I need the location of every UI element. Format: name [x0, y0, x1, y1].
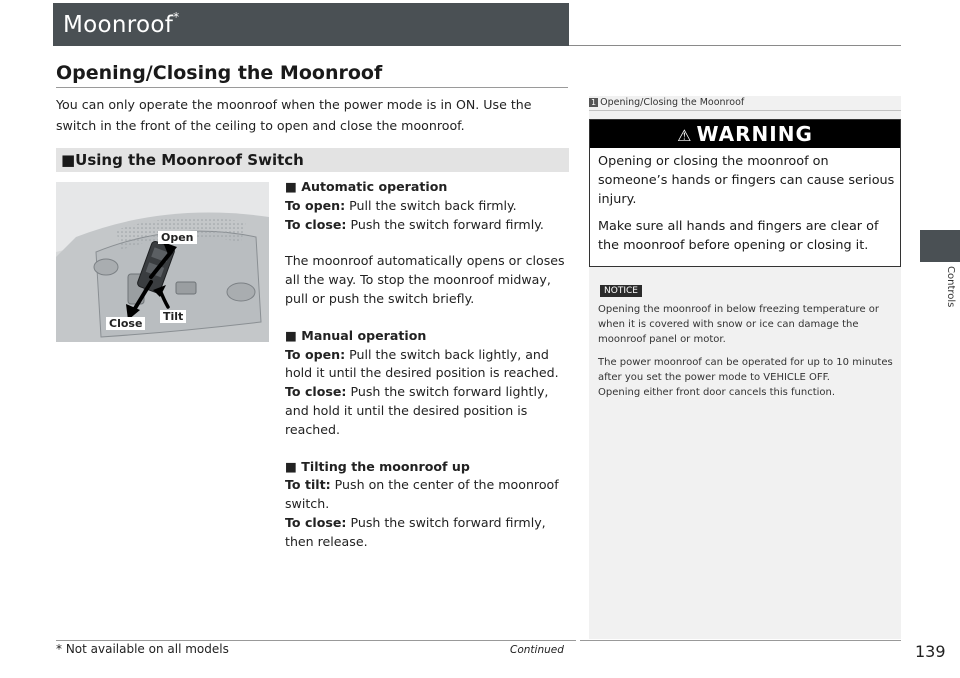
footer-note: * Not available on all models: [56, 642, 229, 656]
subsection-heading: ■Using the Moonroof Switch: [61, 151, 304, 169]
footer-rule-right: [580, 640, 901, 641]
notice-text-2: The power moonroof can be operated for up to 10 minutes after you set the power mode to VEHICLE OFF.: [598, 357, 893, 383]
reference-rule: [589, 110, 901, 111]
warning-text-2: Make sure all hands and fingers are clear of the moonroof before opening or closing it.: [598, 219, 879, 253]
warning-text: [598, 152, 896, 263]
warning-heading: ⚠ WARNING: [590, 120, 900, 148]
auto-close-label: To close:: [285, 216, 347, 232]
reference-title: 1 Opening/Closing the Moonroof: [591, 97, 745, 108]
manual-close-label: To close:: [285, 384, 347, 400]
continued-label: Continued: [510, 644, 564, 656]
warning-icon: ⚠: [677, 126, 693, 145]
manual-heading: ■ Manual operation: [285, 327, 427, 343]
auto-open-label: To open:: [285, 197, 346, 213]
tilt-close-label: To close:: [285, 514, 347, 530]
section-intro: You can only operate the moonroof when the power mode is in ON. Use the switch in the front of the ceiling to open and close the moonroof.: [56, 97, 532, 133]
chapter-tab: [920, 230, 960, 262]
operation-instructions: [285, 178, 570, 552]
manual-open-text: Pull the switch back lightly, and hold it until the desired position is reached.: [285, 346, 559, 381]
notice-text-1: Opening the moonroof in below freezing temperature or when it is covered with snow or ice can damage the moonroof panel or motor.: [598, 304, 880, 345]
notice-badge: NOTICE: [600, 285, 642, 297]
tilt-heading: ■ Tilting the moonroof up: [285, 458, 470, 474]
notice-text: [598, 302, 893, 408]
tilt-text: Push on the center of the moonroof switch.: [285, 477, 559, 512]
chapter-title: Moonroof*: [63, 10, 180, 38]
auto-paragraph: The moonroof automatically opens or closes all the way. To stop the moonroof midway, pull or push the switch briefly.: [285, 253, 565, 306]
illustration-label-close: Close: [106, 317, 145, 330]
auto-open-text: Pull the switch back firmly.: [345, 197, 517, 213]
notice-text-3: Opening either front door cancels this function.: [598, 387, 836, 398]
section-heading: Opening/Closing the Moonroof: [56, 62, 383, 84]
title-rule: [569, 45, 901, 46]
automatic-heading: ■ Automatic operation: [285, 179, 448, 194]
page-number: 139: [915, 642, 946, 661]
section-rule: [56, 87, 568, 88]
manual-close-text: Push the switch forward lightly, and hold it until the desired position is reached.: [285, 384, 549, 437]
manual-open-label: To open:: [285, 346, 346, 362]
chapter-tab-label: Controls: [945, 266, 956, 308]
warning-text-1: Opening or closing the moonroof on someone’s hands or fingers can cause serious injury.: [598, 154, 895, 207]
illustration-label-open: Open: [158, 231, 197, 244]
footer-rule: [56, 640, 576, 641]
auto-close-text: Push the switch forward firmly.: [346, 216, 544, 232]
availability-mark: *: [173, 10, 180, 24]
illustration-label-tilt: Tilt: [160, 310, 186, 323]
reference-number: 1: [591, 98, 597, 107]
tilt-close-text: Push the switch forward firmly, then release.: [285, 514, 546, 549]
moonroof-switch-illustration: [56, 182, 269, 342]
tilt-label: To tilt:: [285, 477, 331, 493]
